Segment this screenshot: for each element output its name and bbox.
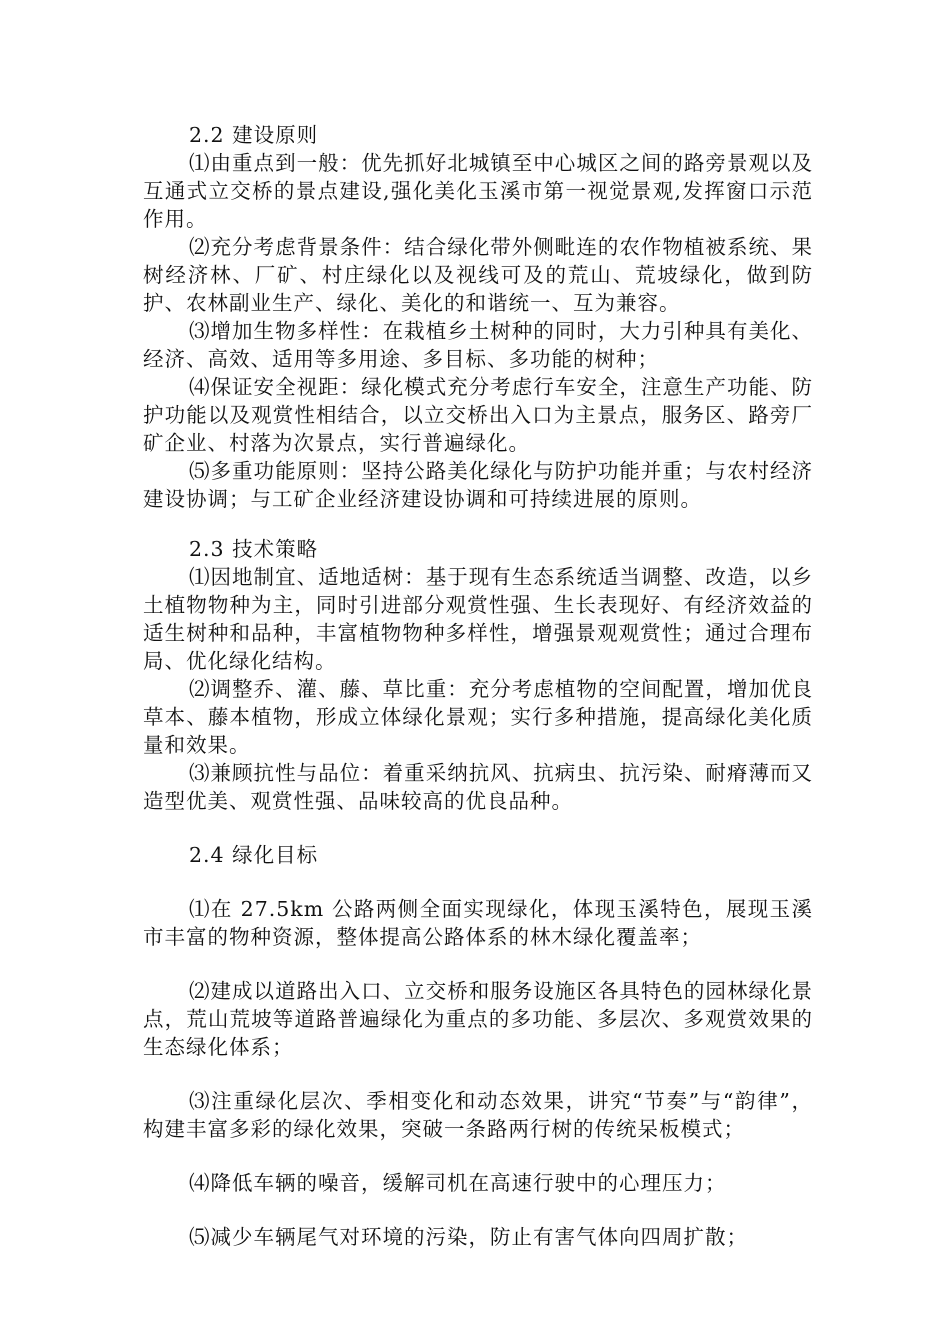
paragraph: ⑴在 27.5km 公路两侧全面实现绿化，体现玉溪特色，展现玉溪市丰富的物种资源，整体提高公路体系的林木绿化覆盖率；	[143, 897, 813, 949]
paragraph: ⑸减少车辆尾气对环境的污染，防止有害气体向四周扩散；	[189, 1225, 748, 1249]
paragraph: ⑵充分考虑背景条件：结合绿化带外侧毗连的农作物植被系统、果树经济林、厂矿、村庄绿化以及视线可及的荒山、荒坡绿化，做到防护、农林副业生产、绿化、美化的和谐统一、互为兼容。	[143, 235, 813, 315]
paragraph: ⑸多重功能原则：坚持公路美化绿化与防护功能并重；与农村经济建设协调；与工矿企业经济建设协调和可持续进展的原则。	[143, 459, 813, 511]
paragraph: ⑶注重绿化层次、季相变化和动态效果，讲究“节奏”与“韵律”，构建丰富多彩的绿化效果，突破一条路两行树的传统呆板模式；	[143, 1089, 813, 1141]
section-spacer	[143, 513, 813, 535]
paragraph: ⑴因地制宜、适地适树：基于现有生态系统适当调整、改造，以乡土植物物种为主，同时引进部分观赏性强、生长表现好、有经济效益的适生树种和品种，丰富植物物种多样性，增强景观观赏性；通过合理布局、优化绿化结构。	[143, 565, 813, 673]
section-heading: 2.4 绿化目标	[189, 843, 319, 867]
document-body	[143, 121, 813, 1251]
section-technical-strategy	[143, 535, 813, 815]
paragraph: ⑶兼顾抗性与品位：着重采纳抗风、抗病虫、抗污染、耐瘠薄而又造型优美、观赏性强、品味较高的优良品种。	[143, 761, 813, 813]
section-greening-goals	[143, 841, 813, 1251]
paragraph: ⑵建成以道路出入口、立交桥和服务设施区各具特色的园林绿化景点，荒山荒坡等道路普遍绿化为重点的多功能、多层次、多观赏效果的生态绿化体系；	[143, 979, 813, 1059]
paragraph: ⑷降低车辆的噪音，缓解司机在高速行驶中的心理压力；	[189, 1171, 727, 1195]
section-spacer	[143, 815, 813, 841]
paragraph: ⑶增加生物多样性：在栽植乡土树种的同时，大力引种具有美化、经济、高效、适用等多用途、多目标、多功能的树种；	[143, 319, 813, 371]
section-heading: 2.3 技术策略	[189, 537, 319, 561]
paragraph: ⑵调整乔、灌、藤、草比重：充分考虑植物的空间配置，增加优良草本、藤本植物，形成立体绿化景观；实行多种措施，提高绿化美化质量和效果。	[143, 677, 813, 757]
paragraph: ⑷保证安全视距：绿化模式充分考虑行车安全，注意生产功能、防护功能以及观赏性相结合，以立交桥出入口为主景点，服务区、路旁厂矿企业、村落为次景点，实行普遍绿化。	[143, 375, 813, 455]
paragraph: ⑴由重点到一般：优先抓好北城镇至中心城区之间的路旁景观以及互通式立交桥的景点建设,强化美化玉溪市第一视觉景观,发挥窗口示范作用。	[143, 151, 813, 231]
section-heading: 2.2 建设原则	[189, 123, 319, 147]
section-construction-principles	[143, 121, 813, 513]
